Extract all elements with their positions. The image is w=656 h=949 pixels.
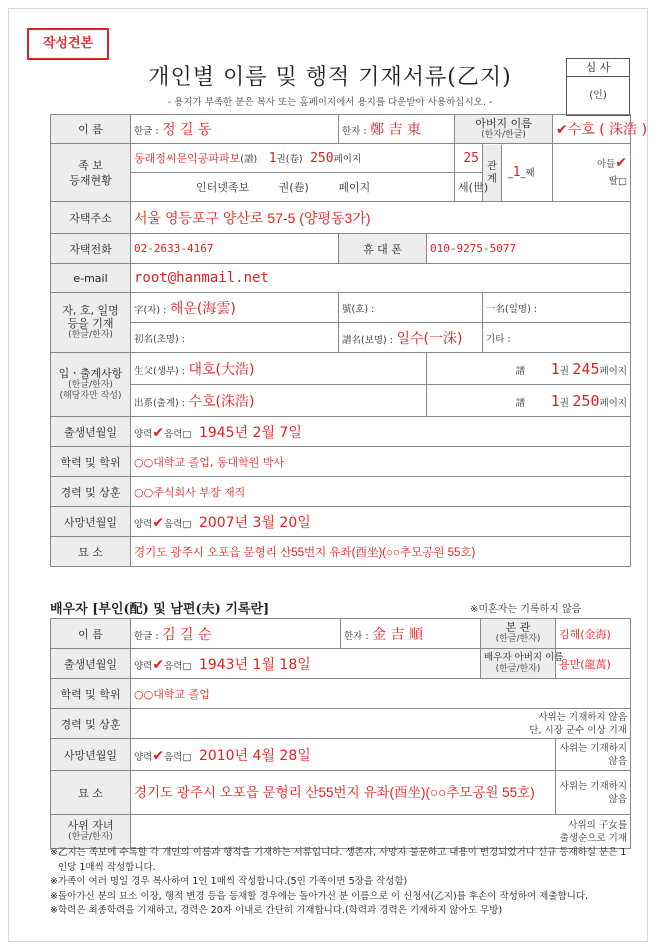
internet-gen: 세(世) — [455, 173, 483, 202]
father-value-cell[interactable] — [553, 115, 648, 144]
hanja-label: 한자 : — [342, 126, 367, 137]
spouse-edu-label: 학력 및 학위 — [51, 679, 131, 709]
bomyeong-value: 일수(一洙) — [396, 330, 463, 347]
addr-label: 자택주소 — [51, 202, 131, 234]
gita-label: 기타 : — [486, 333, 511, 345]
birth-father-label: 生父(생부) : — [134, 365, 185, 377]
adopt-pu: 譜 — [515, 397, 526, 409]
spouse-death-note-cell — [556, 739, 631, 771]
bongwan-sub: (한글/한자) — [495, 634, 541, 644]
spouse-death-label: 사망년월일 — [51, 739, 131, 771]
genealogy-cell[interactable] — [131, 144, 455, 173]
death-lunar-check-icon[interactable]: ✔ — [152, 514, 165, 531]
father-value: 수호 ( 洙浩 ) — [567, 122, 648, 138]
bongwan-value[interactable]: 김해(金海) — [556, 619, 631, 649]
birth-page: 245 — [572, 359, 600, 378]
genealogy-name: 동래정씨문익공파파보 — [134, 153, 241, 165]
adopt-father-label: 出系(출계) : — [134, 397, 185, 409]
email-value[interactable]: root@hanmail.net — [131, 264, 631, 293]
spouse-hanja-value: 金 吉 順 — [372, 626, 423, 643]
birthdate-value: 1945년 2월 7일 — [198, 424, 302, 441]
footnote-2: ※가족이 여러 명일 경우 복사하여 1인 1매씩 작성합니다.(5인 가족이면 5장을 작성함) — [50, 876, 408, 887]
bomyeong-label: 譜名(보명) : — [342, 334, 393, 346]
spouse-table — [50, 618, 631, 849]
solar-label: 음력 — [164, 428, 183, 440]
birth-pu-cell[interactable] — [427, 353, 631, 385]
genealogy-label2: 등재현황 — [69, 173, 112, 187]
spouse-grave-note-cell — [556, 771, 631, 815]
spouse-section-title: 배우자 [부인(配) 및 남편(夫) 기록란] — [50, 602, 270, 617]
adopt-father-cell[interactable] — [131, 385, 427, 417]
spouse-hangul-cell[interactable] — [131, 619, 341, 649]
death-solar-label: 음력 — [164, 518, 183, 530]
genealogy-label: 족 보 — [78, 158, 103, 172]
death-label: 사망년월일 — [51, 507, 131, 537]
children-note2: 출생순으로 기재 — [559, 832, 627, 844]
sample-stamp: 작성견본 — [27, 28, 109, 60]
lunar-check-icon[interactable]: ✔ — [152, 424, 165, 441]
spouse-name-label: 이 름 — [51, 619, 131, 649]
name-hangul-value: 정 길 동 — [162, 122, 212, 138]
relation-cell[interactable]: 관계 _1_째 — [483, 144, 553, 202]
spouse-father-label: 배우자 아버지 이름 — [484, 652, 564, 663]
bomyeong-cell[interactable] — [339, 323, 483, 353]
spouse-death-lunar-label: 양력 — [134, 751, 153, 763]
form-title: 개인별 이름 및 행적 기재서류(乙지) — [148, 65, 512, 90]
birthdate-label: 출생년월일 — [51, 417, 131, 447]
adopt-page: 250 — [572, 391, 600, 410]
phone-label: 자택전화 — [51, 234, 131, 264]
adopt-page-unit: 페이지 — [599, 397, 628, 409]
spouse-death-solar-label: 음력 — [164, 751, 183, 763]
edu-value[interactable]: ○○대학교 졸업, 동대학원 박사 — [131, 447, 631, 477]
spouse-lunar-label: 양력 — [134, 660, 153, 672]
death-lunar-label: 양력 — [134, 518, 153, 530]
review-label: 심 사 — [567, 59, 629, 77]
spouse-grave-label: 묘 소 — [51, 771, 131, 815]
form-subtitle: - 용지가 부족한 분은 복사 또는 홈페이지에서 용지를 다운받아 사용하십시오. - — [167, 97, 493, 108]
review-box — [566, 58, 630, 116]
adopt-vol-unit: 권 — [559, 397, 569, 409]
spouse-father-sub: (한글/한자) — [495, 664, 541, 674]
volume-unit: 권(卷) — [276, 154, 303, 165]
spouse-birthdate-cell[interactable] — [131, 649, 481, 679]
spouse-hangul-label: 한글 : — [134, 630, 159, 642]
ilmyeong-cell[interactable] — [483, 293, 631, 323]
name-hangul-cell[interactable] — [131, 115, 339, 144]
daughter-label: 딸 — [608, 176, 619, 187]
death-cell[interactable] — [131, 507, 631, 537]
sex-cell[interactable] — [553, 144, 631, 202]
spouse-solar-label: 음력 — [164, 660, 183, 672]
page-unit: 페이지 — [333, 154, 362, 165]
review-seal: (인) — [589, 90, 607, 101]
spouse-death-cell[interactable] — [131, 739, 556, 771]
rank-value: 1 — [512, 165, 521, 180]
names-sub: (한글/한자) — [68, 330, 113, 340]
birthdate-cell[interactable] — [131, 417, 631, 447]
internet-label: 인터넷족보 — [196, 181, 250, 194]
adopt-pu-cell[interactable] — [427, 385, 631, 417]
career-value[interactable]: ○○주식회사 부장 재직 — [131, 477, 631, 507]
ja-value: 해운(海雲) — [169, 300, 236, 317]
page-value: 250 — [310, 151, 334, 166]
footnote-4: ※학력은 최종학력을 기재하고, 경력은 20자 이내로 간단히 기재합니다.(학력과 경력은 기재하지 않아도 무방) — [50, 905, 503, 916]
rank-unit: 째 — [525, 168, 535, 179]
relation-label: 관계 — [483, 145, 502, 201]
bongwan-label: 본 관 — [505, 621, 531, 634]
edu-label: 학력 및 학위 — [51, 447, 131, 477]
spouse-birthdate-label: 출생년월일 — [51, 649, 131, 679]
birth-father-cell[interactable] — [131, 353, 427, 385]
spouse-hanja-cell[interactable] — [341, 619, 481, 649]
names-label: 자, 호, 일명 — [62, 304, 119, 317]
birth-page-unit: 페이지 — [599, 365, 628, 377]
children-cell[interactable] — [131, 815, 631, 849]
person-table — [50, 114, 648, 567]
name-label: 이 름 — [51, 115, 131, 144]
spouse-death-check-icon[interactable]: ✔ — [152, 747, 165, 764]
children-label: 사위 자녀 — [67, 819, 114, 832]
spouse-lunar-check-icon[interactable]: ✔ — [152, 656, 165, 673]
spouse-grave-value[interactable]: 경기도 광주시 오포읍 문형리 산55번지 유좌(酉坐)(○○추모공원 55호) — [131, 771, 556, 815]
adopt-sub2: (해당자만 작성) — [59, 391, 122, 401]
birth-pu: 譜 — [515, 365, 526, 377]
name-hanja-value: 鄭 吉 東 — [370, 122, 421, 138]
death-value: 2007년 3월 20일 — [198, 514, 311, 531]
adopt-label: 입ㆍ출계사항 — [58, 367, 123, 380]
mobile-label: 휴 대 폰 — [339, 234, 427, 264]
spouse-birthdate-value: 1943년 1월 18일 — [198, 656, 311, 673]
chomyeong-cell[interactable] — [131, 323, 339, 353]
adopt-vol: 1 — [550, 391, 560, 410]
chomyeong-label: 初名(초명) : — [134, 333, 185, 345]
email-label: e-mail — [51, 264, 131, 293]
internet-page: 페이지 — [338, 181, 371, 194]
spouse-career-note1: 사위는 기재하지 않음 — [538, 711, 627, 723]
spouse-death-value: 2010년 4월 28일 — [198, 747, 311, 764]
ilmyeong-label: 一名(일명) : — [486, 303, 538, 315]
spouse-death-note: 사위는 기재하지 않음 — [559, 742, 627, 767]
gita-cell[interactable] — [483, 323, 631, 353]
spouse-edu-value[interactable]: ○○대학교 졸업 — [131, 679, 631, 709]
children-note1: 사위의 子女를 — [568, 819, 627, 831]
spouse-grave-note: 사위는 기재하지 않음 — [559, 780, 627, 805]
spouse-hangul-value: 김 길 순 — [162, 626, 212, 643]
children-sub: (한글/한자) — [68, 832, 113, 842]
genealogy-unit: (譜) — [240, 154, 258, 165]
father-label: 아버지 이름 — [475, 116, 532, 130]
internet-vol: 권(卷) — [278, 181, 309, 194]
volume-value: 1 — [268, 151, 277, 166]
ho-cell[interactable] — [339, 293, 483, 323]
adopt-sub: (한글/한자) — [68, 380, 113, 390]
lunar-label: 양력 — [134, 428, 153, 440]
spouse-death-checkbox-icon[interactable]: □ — [182, 751, 192, 763]
spouse-hanja-label: 한자 : — [344, 630, 369, 642]
father-sub: (한자/한글) — [481, 129, 526, 140]
name-hanja-cell[interactable] — [339, 115, 455, 144]
gen-value: 25 — [463, 150, 480, 166]
phone-value[interactable]: 02-2633-4167 — [131, 234, 339, 264]
ho-label: 號(호) : — [342, 303, 375, 315]
birth-father-value: 대호(大浩) — [188, 361, 255, 378]
footnote-3: ※돌아가신 분의 묘소 이장, 행적 변경 등을 등재할 경우에는 돌아가신 분 이름으로 이 신청서(乙지)를 후손이 작성하여 제출합니다. — [50, 890, 589, 902]
footnotes — [50, 846, 630, 919]
addr-value[interactable]: 서울 영등포구 양산로 57-5 (양평동3가) — [131, 202, 631, 234]
gen-cell[interactable] — [455, 144, 483, 173]
grave-label: 묘 소 — [51, 537, 131, 567]
ja-cell[interactable] — [131, 293, 339, 323]
spouse-section-note: ※미혼자는 기록하지 않음 — [470, 604, 582, 615]
check-mark-icon: ✔ — [556, 122, 568, 138]
spouse-career-cell[interactable] — [131, 709, 631, 739]
birth-vol: 1 — [550, 359, 560, 378]
spouse-father-value[interactable]: 용만(龍萬) — [556, 649, 631, 679]
internet-cell[interactable] — [131, 173, 455, 202]
adopt-father-value: 수호(洙浩) — [188, 393, 255, 410]
career-label: 경력 및 상훈 — [51, 477, 131, 507]
spouse-career-note2: 단, 시장 군수 이상 기재 — [529, 724, 627, 736]
footnote-1: ※乙지는 족보에 수록할 각 개인의 이름과 행적을 기재하는 서류입니다. 생존자, 사망자 불문하고 내용이 변경되었거나 신규 등재하실 분은 1인당 1매씩 작성합니다. — [50, 847, 627, 873]
son-label: 아들 — [596, 159, 616, 170]
spouse-solar-checkbox-icon[interactable]: □ — [182, 660, 192, 672]
grave-value[interactable]: 경기도 광주시 오포읍 문형리 산55번지 유좌(酉坐)(○○추모공원 55호) — [131, 537, 631, 567]
death-solar-checkbox-icon[interactable]: □ — [182, 518, 192, 530]
son-check-icon[interactable]: ✔ — [615, 155, 628, 171]
mobile-value[interactable]: 010-9275-5077 — [427, 234, 631, 264]
names-label2: 등을 기재 — [67, 317, 114, 330]
birth-vol-unit: 권 — [559, 365, 569, 377]
solar-checkbox-icon[interactable]: □ — [182, 428, 192, 440]
hangul-label: 한글 : — [134, 126, 159, 137]
daughter-checkbox-icon[interactable]: □ — [618, 176, 628, 187]
ja-label: 字(자) : — [134, 304, 167, 316]
spouse-career-label: 경력 및 상훈 — [51, 709, 131, 739]
